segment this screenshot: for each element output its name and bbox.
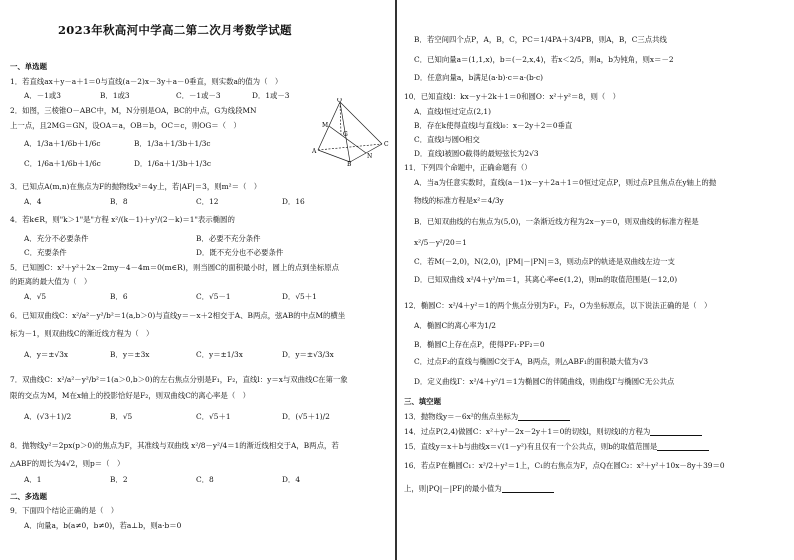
exam-title: 2023年秋高河中学高二第二次月考数学试题	[58, 23, 292, 37]
q4-option-a[interactable]: A．充分不必要条件	[24, 234, 89, 243]
q12-stem: 12．椭圆C：x²/4＋y²＝1的两个焦点分别为F₁，F₂，O为坐标原点，以下说法正确的是（ ）	[404, 301, 712, 310]
q12-option-d[interactable]: D．定义曲线Γ：x²/4＋y²/1＝1为椭圆C的伴随曲线，则曲线Γ与椭圆C无公共点	[414, 377, 675, 386]
q9-stem: 9．下面四个结论正确的是（ ）	[10, 506, 119, 515]
q11-option-a-line1[interactable]: A．当a为任意实数时，直线(a－1)x－y＋2a＋1＝0恒过定点P，则过点P且焦点在y轴上的抛	[414, 178, 717, 187]
q3-option-b[interactable]: B．8	[110, 197, 128, 206]
q12-option-c[interactable]: C．过点F₂的直线与椭圆C交于A，B两点，则△ABF₁的面积最大值为√3	[414, 357, 649, 366]
section-fill-blank: 三、填空题	[404, 397, 441, 406]
q1-option-d[interactable]: D．1或－3	[252, 91, 290, 100]
q4-option-b[interactable]: B．必要不充分条件	[196, 234, 261, 243]
column-divider	[395, 0, 397, 560]
q7-option-c[interactable]: C．√5＋1	[196, 412, 231, 421]
q15	[404, 442, 709, 451]
q8-option-a[interactable]: A．1	[24, 475, 42, 484]
q14-answer-blank[interactable]	[650, 427, 702, 436]
q6-option-a[interactable]: A．y＝±√3x	[24, 350, 69, 359]
q6-stem-line2: 标为－1，则双曲线C的渐近线方程为（ ）	[10, 329, 154, 338]
section-multiple-choice: 二、多选题	[10, 492, 47, 501]
q8-stem-line2: △ABF的周长为4√2，则p＝（ ）	[10, 459, 125, 468]
q10-option-a[interactable]: A．直线l恒过定点(2,1)	[414, 107, 491, 116]
q7-option-d[interactable]: D．(√5＋1)/2	[282, 412, 330, 421]
q13-answer-blank[interactable]	[518, 412, 570, 421]
fig-label-b: B	[347, 161, 352, 166]
q16-line2	[404, 484, 554, 493]
q2-stem-line2: 上一点，且2MG＝GN，设OA＝a，OB＝b，OC＝c，则OG＝（ ）	[10, 121, 241, 130]
q11-option-c[interactable]: C．若M(－2,0)，N(2,0)，|PM|－|PN|＝3，则动点P的轨迹是双曲线左边一支	[414, 257, 675, 266]
q14-text: 14．过点P(2,4)做圆C：x²＋y²－2x－2y＋1＝0的切线l，则切线l的方程为	[404, 427, 651, 436]
fig-label-g: G	[343, 131, 348, 138]
q11-option-b-line1[interactable]: B．已知双曲线的右焦点为(5,0)，一条渐近线方程为2x－y＝0，则双曲线的标准方程是	[414, 217, 699, 226]
section-single-choice: 一、单选题	[10, 62, 47, 71]
q4-option-d[interactable]: D．既不充分也不必要条件	[196, 248, 284, 257]
q11-option-a-line2: 物线的标准方程是x²＝4/3y	[414, 196, 504, 205]
q10-option-d[interactable]: D．直线l被圆O截得的最短弦长为2√3	[414, 149, 539, 158]
q10-option-c[interactable]: C．直线l与圆O相交	[414, 135, 480, 144]
q7-stem-line2: 限的交点为M，M在x轴上的投影恰好是F₂，则双曲线C的离心率是（ ）	[10, 391, 250, 400]
q7-stem-line1: 7．双曲线C：x²/a²－y²/b²＝1(a＞0,b＞0)的左右焦点分别是F₁，F₂，直线l：y＝x与双曲线C在第一象	[10, 375, 348, 384]
q2-option-c[interactable]: C．1/6a＋1/6b＋1/6c	[24, 159, 101, 168]
q5-option-a[interactable]: A．√5	[24, 292, 47, 301]
q7-option-b[interactable]: B．√5	[110, 412, 133, 421]
fig-label-n: N	[367, 153, 373, 160]
q8-option-c[interactable]: C．8	[196, 475, 214, 484]
q16-text: 上，则|PQ|－|PF|的最小值为	[404, 484, 502, 493]
q5-stem-line2: 的距离的最大值为（ ）	[10, 277, 92, 286]
tetrahedron-figure	[310, 98, 390, 166]
q10-stem: 10．已知直线l：kx－y＋2k＋1＝0和圆O：x²＋y²＝8，则（ ）	[404, 92, 621, 101]
q15-answer-blank[interactable]	[657, 442, 709, 451]
q6-option-c[interactable]: C．y＝±1/3x	[196, 350, 243, 359]
q12-option-b[interactable]: B．椭圆C上存在点P，使得PF₁·PF₂＝0	[414, 340, 545, 349]
q6-option-b[interactable]: B．y＝±3x	[110, 350, 150, 359]
q9-option-a[interactable]: A．向量a，b(a≠0，b≠0)，若a⊥b，则a·b＝0	[24, 521, 182, 530]
q5-option-b[interactable]: B．6	[110, 292, 128, 301]
q9-option-c[interactable]: C．已知向量a＝(1,1,x)，b＝(－2,x,4)，若x＜2/5，则a，b为钝角，则x＝－2	[414, 55, 674, 64]
q1-option-a[interactable]: A．－1或3	[24, 91, 61, 100]
q8-stem-line1: 8．抛物线y²＝2px(p＞0)的焦点为F，其准线与双曲线 x²/8－y²/4＝1的渐近线相交于A，B两点，若	[10, 441, 339, 450]
q2-option-d[interactable]: D．1/6a＋1/3b＋1/3c	[134, 159, 212, 168]
q11-stem: 11．下列四个命题中，正确命题有（）	[404, 163, 532, 172]
fig-label-c: C	[384, 141, 389, 148]
q2-option-a[interactable]: A．1/3a＋1/6b＋1/6c	[24, 139, 101, 148]
q5-option-c[interactable]: C．√5－1	[196, 292, 231, 301]
q3-option-d[interactable]: D．16	[282, 197, 305, 206]
q16-answer-blank[interactable]	[502, 484, 554, 493]
q3-stem: 3．已知点A(m,n)在焦点为F的抛物线x²＝4y上，若|AF|＝3，则m²＝（ ）	[10, 182, 262, 191]
q12-option-a[interactable]: A．椭圆C的离心率为1/2	[414, 321, 497, 330]
q2-option-b[interactable]: B．1/3a＋1/3b＋1/3c	[134, 139, 211, 148]
q11-option-b-line2: x²/5－y²/20＝1	[414, 238, 467, 247]
q1-stem: 1．若直线ax＋y－a＋1＝0与直线(a－2)x－3y＋a－0垂直，则实数a的值为（ ）	[10, 77, 283, 86]
q11-option-d[interactable]: D．已知双曲线 x²/4＋y²/m＝1，其离心率e∈(1,2)，则m的取值范围是(－12,0)	[414, 275, 678, 284]
q13-text: 13．抛物线y＝－6x²的焦点坐标为	[404, 412, 519, 421]
q8-option-b[interactable]: B．2	[110, 475, 128, 484]
q1-option-b[interactable]: B．1或3	[100, 91, 130, 100]
q3-option-c[interactable]: C．12	[196, 197, 219, 206]
q4-stem: 4．若k∈R，则"k＞1"是"方程 x²/(k－1)＋y²/(2－k)＝1"表示椭圆的	[10, 215, 235, 224]
q1-option-c[interactable]: C．－1或－3	[176, 91, 221, 100]
q7-option-a[interactable]: A．(√3＋1)/2	[24, 412, 72, 421]
q5-option-d[interactable]: D．√5＋1	[282, 292, 317, 301]
q15-text: 15．直线y＝x＋b与曲线x＝√(1－y²)有且仅有一个公共点，则b的取值范围是	[404, 442, 658, 451]
q14	[404, 427, 702, 436]
fig-label-a: A	[312, 148, 317, 155]
q9-option-b[interactable]: B．若空间四个点P，A，B，C，PC＝1/4PA＋3/4PB，则A，B，C三点共线	[414, 35, 667, 44]
q9-option-d[interactable]: D．任意向量a，b满足(a·b)·c＝a·(b·c)	[414, 73, 544, 82]
q6-option-d[interactable]: D．y＝±√3/3x	[282, 350, 334, 359]
q13	[404, 412, 570, 421]
q6-stem-line1: 6．已知双曲线C：x²/a²－y²/b²＝1(a,b＞0)与直线y＝－x＋2相交于A、B两点，弦AB的中点M的横坐	[10, 311, 346, 320]
q4-option-c[interactable]: C．充要条件	[24, 248, 67, 257]
q16-line1: 16．若点P在椭圆C₁：x²/2＋y²＝1上，C₁的右焦点为F，点Q在圆C₂：x²＋y²＋10x－8y＋39＝0	[404, 461, 725, 470]
fig-label-m: M	[322, 122, 329, 129]
q8-option-d[interactable]: D．4	[282, 475, 301, 484]
q3-option-a[interactable]: A．4	[24, 197, 42, 206]
fig-label-o: O	[337, 98, 342, 104]
q5-stem-line1: 5．已知圆C：x²＋y²＋2x－2my－4－4m＝0(m∈R)，则当圆C的面积最小时，圆上的点到坐标原点	[10, 263, 340, 272]
q10-option-b[interactable]: B．存在k使得直线l与直线l₀：x－2y＋2＝0垂直	[414, 121, 573, 130]
q2-stem-line1: 2．如图，三棱锥O－ABC中，M，N分别是OA，BC的中点，G为线段MN	[10, 106, 257, 115]
